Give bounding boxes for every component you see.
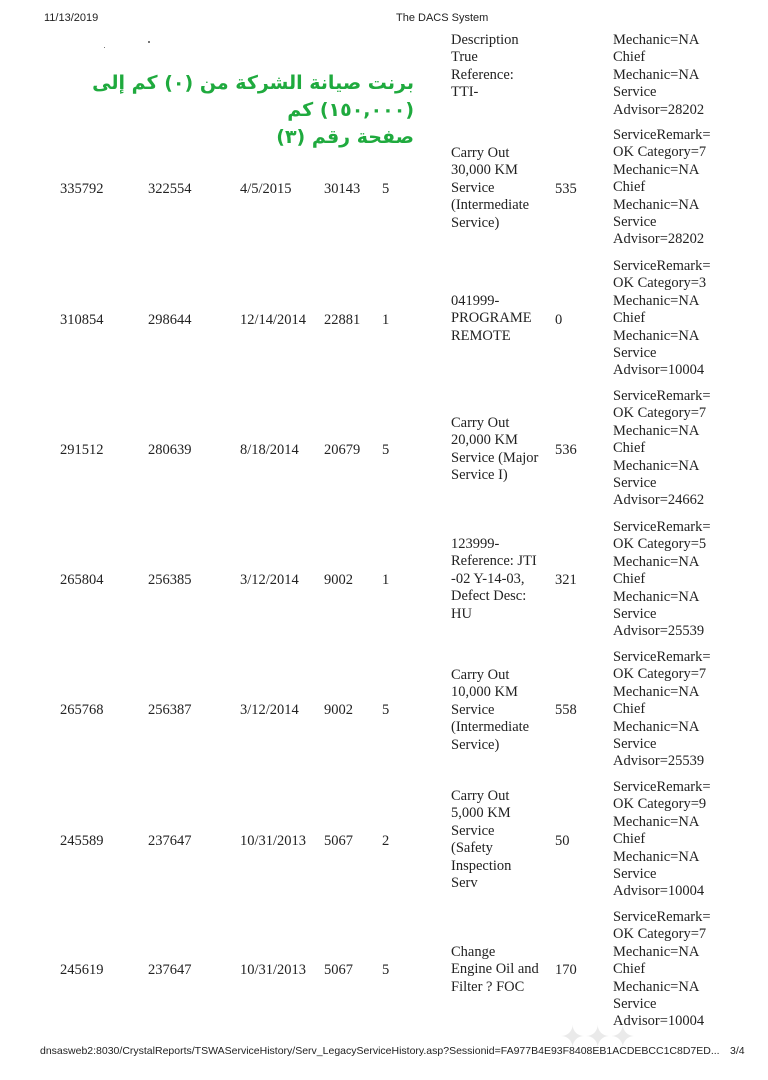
- date-cell: 12/14/2014: [240, 312, 307, 328]
- reference-cell: 256385: [148, 572, 192, 588]
- date-cell: 3/12/2014: [240, 702, 299, 718]
- remark-cell: ServiceRemark= OK Category=3 Mechanic=NA Chief Mechanic=NA Service Advisor=10004: [613, 258, 711, 379]
- print-date: 11/13/2019: [44, 12, 99, 24]
- date-cell: 4/5/2015: [240, 181, 292, 197]
- description-cell: Carry Out 30,000 KM Service (Intermediate Service): [451, 145, 530, 231]
- footer-url: dnsasweb2:8030/CrystalReports/TSWAServiceHistory/Serv_LegacyServiceHistory.asp?Sessionid=FA977B4E93F8408EB1ACDEBCC1C8D7ED...: [40, 1045, 720, 1057]
- description-cell: Carry Out 5,000 KM Service (Safety Inspection Serv: [451, 788, 512, 892]
- amount-cell: 321: [555, 572, 577, 588]
- watermark: ✦✦✦: [560, 1020, 636, 1055]
- category-cell: 1: [382, 312, 390, 328]
- remark-cell: ServiceRemark= OK Category=7 Mechanic=NA Chief Mechanic=NA Service Advisor=28202: [613, 127, 711, 248]
- annotation-line-2: صفحة رقم (٣): [276, 126, 414, 148]
- scan-speck: [148, 41, 150, 43]
- kilometer-cell: 30143: [324, 181, 361, 197]
- remark-cell: ServiceRemark= OK Category=9 Mechanic=NA Chief Mechanic=NA Service Advisor=10004: [613, 779, 711, 900]
- description-cell: 123999- Reference: JTI -02 Y-14-03, Defect Desc: HU: [451, 536, 537, 622]
- amount-cell: 170: [555, 962, 577, 978]
- kilometer-cell: 5067: [324, 833, 353, 849]
- date-cell: 10/31/2013: [240, 962, 307, 978]
- service-id-cell: 265804: [60, 572, 104, 588]
- kilometer-cell: 5067: [324, 962, 353, 978]
- amount-cell: 536: [555, 442, 577, 458]
- description-cell: 041999- PROGRAME REMOTE: [451, 293, 532, 344]
- description-cell: Carry Out 10,000 KM Service (Intermediate Service): [451, 667, 530, 753]
- service-id-cell: 310854: [60, 312, 104, 328]
- reference-cell: 237647: [148, 833, 192, 849]
- top-remark: Mechanic=NA Chief Mechanic=NA Service Advisor=28202: [613, 32, 705, 118]
- category-cell: 2: [382, 833, 390, 849]
- description-cell: Change Engine Oil and Filter ? FOC: [451, 944, 539, 995]
- remark-cell: ServiceRemark= OK Category=7 Mechanic=NA Chief Mechanic=NA Service Advisor=10004: [613, 909, 711, 1030]
- category-cell: 5: [382, 442, 390, 458]
- page-number: 3/4: [730, 1045, 745, 1057]
- top-description: Description True Reference: TTI-: [451, 32, 519, 101]
- scan-speck: [104, 47, 105, 48]
- category-cell: 1: [382, 572, 390, 588]
- page-title: The DACS System: [396, 12, 489, 24]
- kilometer-cell: 9002: [324, 572, 353, 588]
- kilometer-cell: 22881: [324, 312, 361, 328]
- remark-cell: ServiceRemark= OK Category=7 Mechanic=NA Chief Mechanic=NA Service Advisor=25539: [613, 649, 711, 770]
- category-cell: 5: [382, 181, 390, 197]
- kilometer-cell: 9002: [324, 702, 353, 718]
- amount-cell: 558: [555, 702, 577, 718]
- reference-cell: 322554: [148, 181, 192, 197]
- reference-cell: 237647: [148, 962, 192, 978]
- date-cell: 10/31/2013: [240, 833, 307, 849]
- remark-cell: ServiceRemark= OK Category=5 Mechanic=NA Chief Mechanic=NA Service Advisor=25539: [613, 519, 711, 640]
- reference-cell: 256387: [148, 702, 192, 718]
- service-id-cell: 335792: [60, 181, 104, 197]
- arabic-annotation: [40, 70, 414, 151]
- amount-cell: 0: [555, 312, 563, 328]
- category-cell: 5: [382, 962, 390, 978]
- service-id-cell: 265768: [60, 702, 104, 718]
- reference-cell: 298644: [148, 312, 192, 328]
- date-cell: 8/18/2014: [240, 442, 299, 458]
- remark-cell: ServiceRemark= OK Category=7 Mechanic=NA Chief Mechanic=NA Service Advisor=24662: [613, 388, 711, 509]
- service-id-cell: 245619: [60, 962, 104, 978]
- service-id-cell: 291512: [60, 442, 104, 458]
- description-cell: Carry Out 20,000 KM Service (Major Service I): [451, 415, 539, 484]
- amount-cell: 535: [555, 181, 577, 197]
- category-cell: 5: [382, 702, 390, 718]
- kilometer-cell: 20679: [324, 442, 361, 458]
- annotation-line-1: برنت صيانة الشركة من (٠) كم إلى (١٥٠,٠٠٠) كم: [92, 72, 414, 121]
- service-id-cell: 245589: [60, 833, 104, 849]
- reference-cell: 280639: [148, 442, 192, 458]
- date-cell: 3/12/2014: [240, 572, 299, 588]
- amount-cell: 50: [555, 833, 570, 849]
